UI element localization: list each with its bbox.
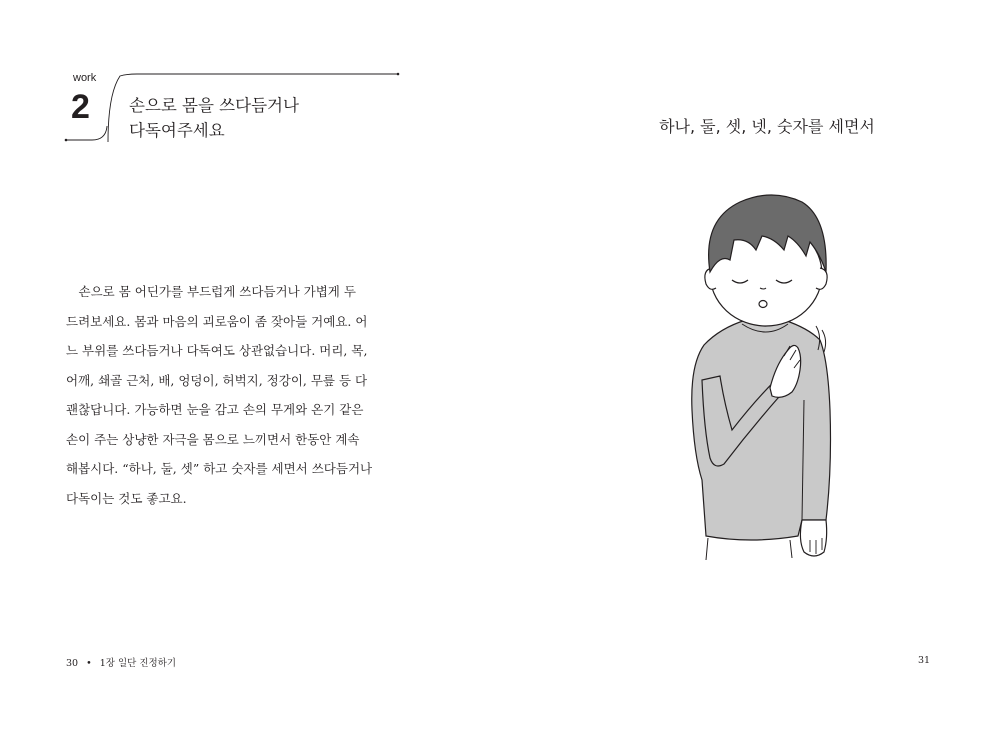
work-title-line: 다독여주세요 [129,121,225,140]
right-page-number: 31 [918,655,931,666]
body-line: 손이 주는 상냥한 자극을 몸으로 느끼면서 한동안 계속 [66,431,360,447]
body-line: 어깨, 쇄골 근처, 배, 엉덩이, 허벅지, 정강이, 무릎 등 다 [66,372,368,388]
chapter-title: 1장 일단 진정하기 [99,658,177,669]
body-line: 느 부위를 쓰다듬거나 다독여도 상관없습니다. 머리, 목, [66,343,368,358]
body-line: 괜찮답니다. 가능하면 눈을 감고 손의 무게와 온기 같은 [66,402,364,417]
body-line: 다독이는 것도 좋고요. [66,490,187,506]
footer-separator: • [86,658,92,669]
body-paragraph [66,277,414,513]
mouth [759,301,767,308]
work-title-line: 손으로 몸을 쓰다듬거나 [129,96,299,115]
lower-hand [800,520,826,556]
work-title [129,93,299,143]
work-label: work [73,72,97,84]
work-number: 2 [71,88,90,126]
body-line: 해봅시다. “하나, 둘, 셋” 하고 숫자를 세면서 쓰다듬거나 [66,461,373,476]
illustration-caption: 하나, 둘, 셋, 넷, 숫자를 세면서 [659,117,875,136]
body-line: 손으로 몸 어딘가를 부드럽게 쓰다듬거나 가볍게 두 [66,284,356,299]
left-page-number: 30 [66,658,79,669]
body-line: 드려보세요. 몸과 마음의 괴로움이 좀 잦아들 거예요. 어 [66,313,368,329]
legs-line [706,538,792,560]
footer-left [66,655,176,669]
person-illustration [680,180,850,570]
